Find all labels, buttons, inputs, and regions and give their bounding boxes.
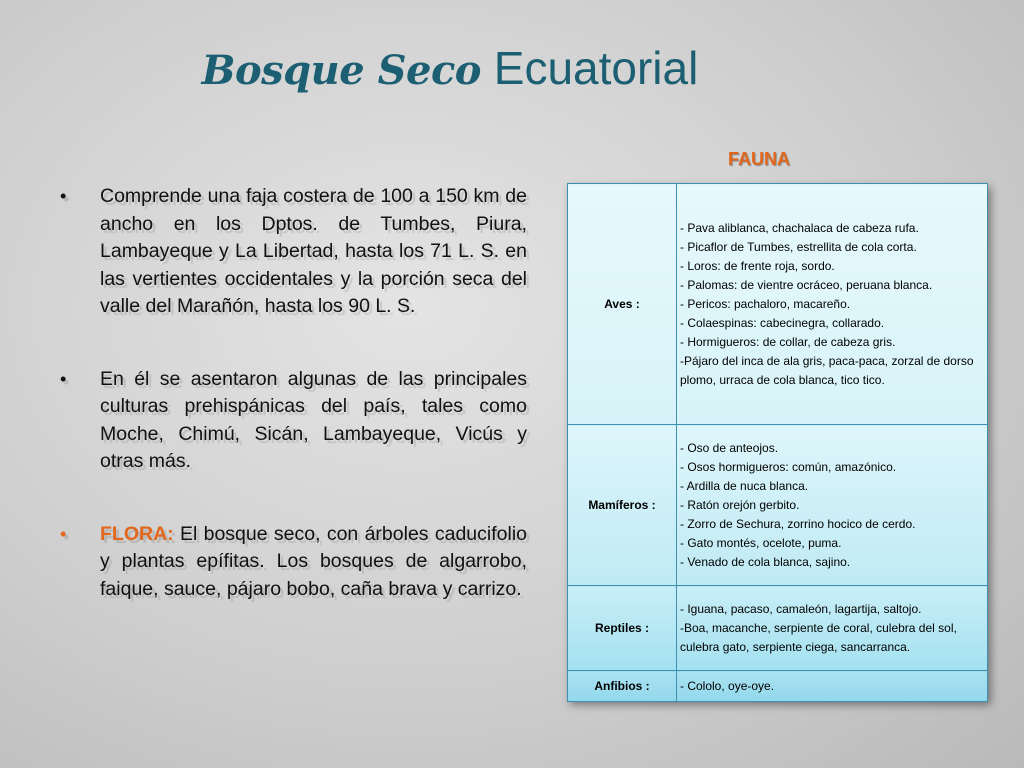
species-line: - Loros: de frente roja, sordo.	[680, 258, 835, 273]
species-line: - Pava aliblanca, chachalaca de cabeza rufa.	[680, 220, 919, 235]
species-line: -Boa, macanche, serpiente de coral, culebra del sol, culebra gato, serpiente ciega, sancarranca.	[680, 620, 957, 654]
species-line: - Cololo, oye-oye.	[680, 678, 775, 693]
species-line: - Iguana, pacaso, camaleón, lagartija, saltojo.	[680, 601, 922, 616]
bullet-dot-icon: •	[60, 368, 67, 389]
species-line: - Gato montés, ocelote, puma.	[680, 535, 842, 550]
row-content	[677, 425, 988, 586]
species-line: - Hormigueros: de collar, de cabeza gris.	[680, 334, 896, 349]
species-line: - Colaespinas: cabecinegra, collarado.	[680, 315, 885, 330]
table-row-reptiles	[568, 586, 988, 671]
slide-title	[0, 40, 900, 99]
table-row-aves	[568, 184, 988, 425]
species-line: - Ratón orejón gerbito.	[680, 497, 800, 512]
row-key: Mamíferos :	[568, 425, 677, 586]
bullet-dot-icon: •	[60, 523, 67, 544]
bullet-list	[60, 183, 527, 648]
flora-label: FLORA:	[100, 522, 174, 545]
bullet-dot-icon: •	[60, 186, 67, 206]
table-row-mamiferos	[568, 425, 988, 586]
title-plain-part: Ecuatorial	[493, 42, 699, 94]
row-key: Reptiles :	[568, 586, 677, 671]
bullet-text: Comprende una faja costera de 100 a 150 km de ancho en los Dptos. de Tumbes, Piura, Lambayeque y La Libertad, hasta los 71 L. S. en las vertientes occidentales y la porción seca del valle del Marañón, hasta los 90 L. S.	[100, 185, 527, 317]
fauna-table	[567, 183, 988, 701]
fauna-heading: FAUNA	[728, 149, 790, 169]
bullet-item	[60, 366, 527, 476]
species-line: - Picaflor de Tumbes, estrellita de cola corta.	[680, 239, 917, 254]
row-content	[677, 671, 988, 702]
bullet-text: El bosque seco, con árboles caducifolio y plantas epífitas. Los bosques de algarrobo, faique, sauce, pájaro bobo, caña brava y carrizo.	[100, 522, 527, 600]
bullet-item-flora	[60, 521, 527, 604]
row-key: Anfibios :	[568, 671, 677, 702]
title-script-part: Bosque Seco	[201, 47, 481, 94]
bullet-item	[60, 183, 527, 321]
row-key: Aves :	[568, 184, 677, 425]
species-line: - Pericos: pachaloro, macareño.	[680, 296, 851, 311]
bullet-text: En él se asentaron algunas de las principales culturas prehispánicas del país, tales como Moche, Chimú, Sicán, Lambayeque, Vicús y otras más.	[100, 367, 527, 472]
species-line: -Pájaro del inca de ala gris, paca-paca, zorzal de dorso plomo, urraca de cola blanca, tico tico.	[680, 353, 974, 387]
species-line: - Osos hormigueros: común, amazónico.	[680, 459, 897, 474]
species-line: - Venado de cola blanca, sajino.	[680, 554, 851, 569]
species-line: - Zorro de Sechura, zorrino hocico de cerdo.	[680, 516, 916, 531]
species-line: - Ardilla de nuca blanca.	[680, 478, 809, 493]
row-content	[677, 586, 988, 671]
species-line: - Oso de anteojos.	[680, 440, 779, 455]
species-line: - Palomas: de vientre ocráceo, peruana blanca.	[680, 277, 933, 292]
row-content	[677, 184, 988, 425]
table-row-anfibios	[568, 671, 988, 702]
